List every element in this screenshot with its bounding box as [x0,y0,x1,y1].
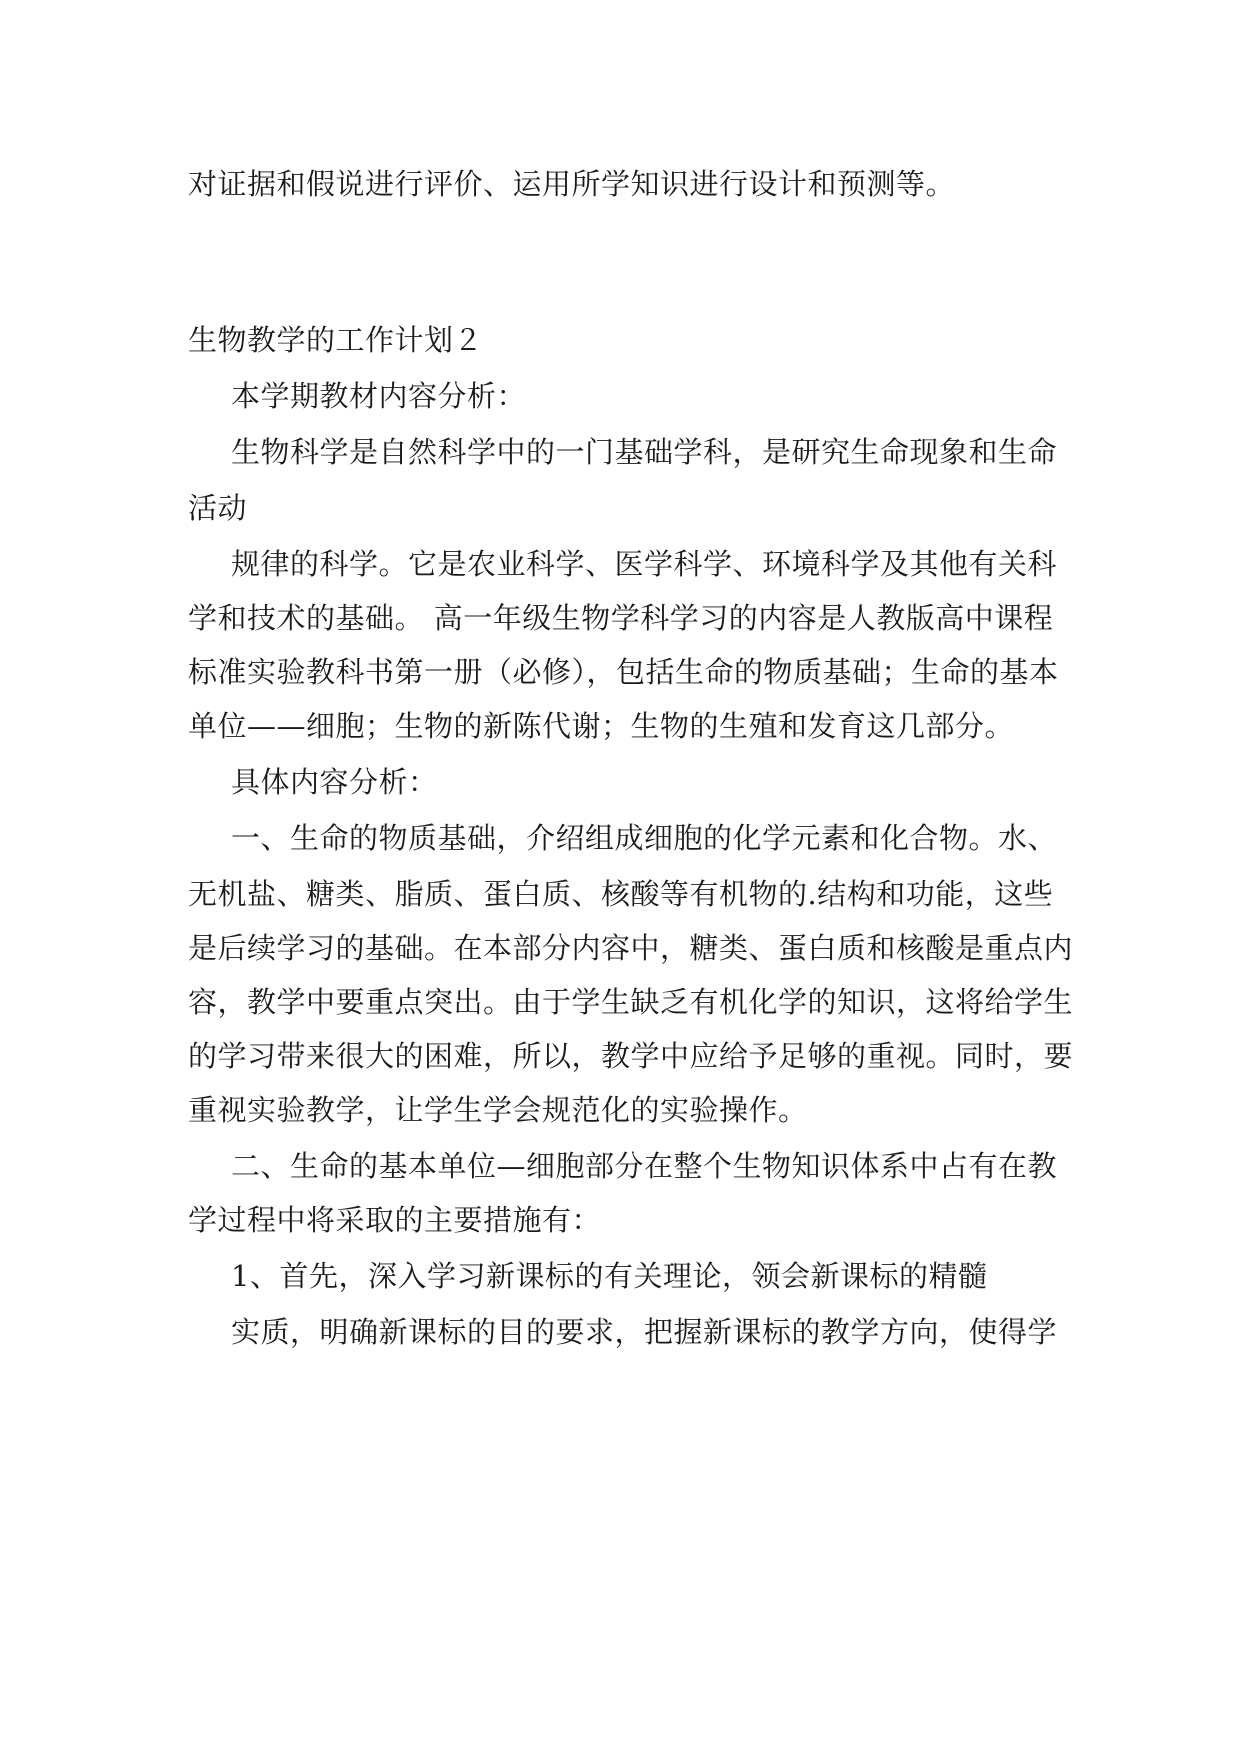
paragraph-line: 学和技术的基础。 高一年级生物学科学习的内容是人教版高中课程 [188,601,1054,635]
paragraph-line: 本学期教材内容分析： [231,379,527,413]
paragraph-line: 实质，明确新课标的目的要求，把握新课标的教学方向，使得学 [231,1315,1058,1349]
paragraph-line: 对证据和假说进行评价、运用所学知识进行设计和预测等。 [188,167,956,201]
paragraph-line: 活动 [188,491,248,525]
paragraph-line: 规律的科学。它是农业科学、医学科学、环境科学及其他有关科 [231,547,1058,581]
paragraph-line: 学过程中将采取的主要措施有： [188,1203,602,1237]
section-heading: 生物教学的工作计划２ [188,323,484,357]
paragraph-line: 具体内容分析： [231,765,438,799]
paragraph-line: 重视实验教学，让学生学会规范化的实验操作。 [188,1093,808,1127]
paragraph-line: 一、生命的物质基础，介绍组成细胞的化学元素和化合物。水、 [231,821,1058,855]
paragraph-line: 1、首先，深入学习新课标的有关理论，领会新课标的精髓 [231,1259,988,1293]
paragraph-line: 容，教学中要重点突出。由于学生缺乏有机化学的知识，这将给学生 [188,985,1074,1019]
paragraph-line: 单位——细胞；生物的新陈代谢；生物的生殖和发育这几部分。 [188,709,1015,743]
paragraph-line: 是后续学习的基础。在本部分内容中，糖类、蛋白质和核酸是重点内 [188,931,1074,965]
paragraph-line: 二、生命的基本单位—细胞部分在整个生物知识体系中占有在教 [231,1149,1058,1183]
paragraph-line: 生物科学是自然科学中的一门基础学科，是研究生命现象和生命 [231,435,1058,469]
paragraph-line: 无机盐、糖类、脂质、蛋白质、核酸等有机物的.结构和功能，这些 [188,877,1054,911]
paragraph-line: 标准实验教科书第一册（必修），包括生命的物质基础；生命的基本 [188,655,1059,689]
paragraph-line: 的学习带来很大的困难，所以，教学中应给予足够的重视。同时，要 [188,1039,1074,1073]
